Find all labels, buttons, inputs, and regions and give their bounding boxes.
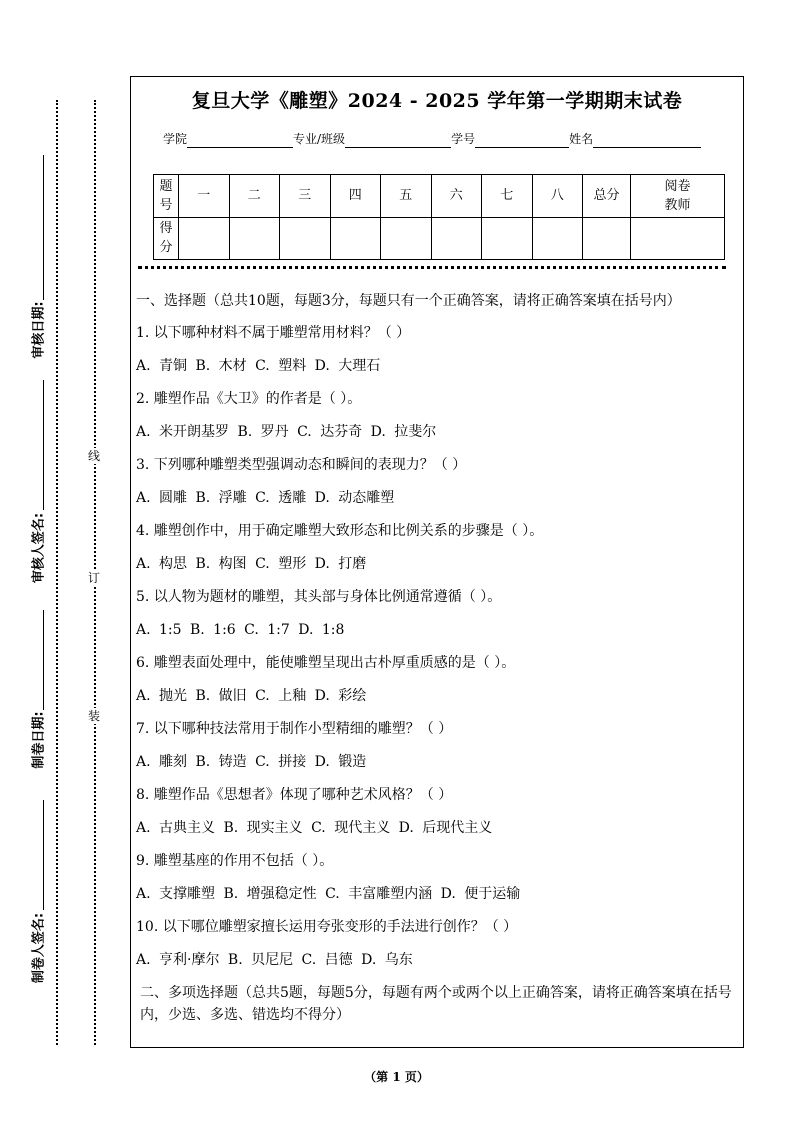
question-number-label: 题号 [154, 175, 179, 218]
column-header: 八 [532, 175, 583, 218]
reviewer-sign-line [43, 380, 44, 510]
name-field[interactable] [593, 133, 701, 148]
question-8: 8. 雕塑作品《思想者》体现了哪种艺术风格？（ ） [136, 787, 453, 803]
score-table-header-row [154, 175, 725, 218]
score-cell[interactable] [280, 217, 331, 260]
binding-word-bind: 装 [87, 709, 100, 723]
dotted-separator [138, 266, 726, 269]
maker-sign-label: 制卷人签名: [31, 912, 47, 984]
column-header: 三 [280, 175, 331, 218]
exam-content [136, 290, 740, 1026]
question-10-options: A. 亨利·摩尔 B. 贝尼尼 C. 吕德 D. 乌东 [136, 952, 413, 968]
column-header: 四 [330, 175, 381, 218]
column-header: 六 [431, 175, 482, 218]
question-7-options: A. 雕刻 B. 铸造 C. 拼接 D. 锻造 [136, 754, 367, 770]
score-table-score-row [154, 217, 725, 260]
question-4: 4. 雕塑创作中，用于确定雕塑大致形态和比例关系的步骤是（ ）。 [136, 523, 544, 539]
college-label: 学院 [163, 132, 188, 146]
score-cell[interactable] [229, 217, 280, 260]
question-9-options: A. 支撑雕塑 B. 增强稳定性 C. 丰富雕塑内涵 D. 便于运输 [136, 886, 521, 902]
question-6-options: A. 抛光 B. 做旧 C. 上釉 D. 彩绘 [136, 688, 367, 704]
score-table [153, 174, 725, 260]
question-5: 5. 以人物为题材的雕塑，其头部与身体比例通常遵循（ ）。 [136, 589, 502, 605]
score-cell[interactable] [532, 217, 583, 260]
score-cell[interactable] [381, 217, 432, 260]
question-6: 6. 雕塑表面处理中，能使雕塑呈现出古朴厚重质感的是（ ）。 [136, 655, 516, 671]
question-7: 7. 以下哪种技法常用于制作小型精细的雕塑？（ ） [136, 721, 453, 737]
question-2-options: A. 米开朗基罗 B. 罗丹 C. 达芬奇 D. 拉斐尔 [136, 424, 437, 440]
question-1: 1. 以下哪种材料不属于雕塑常用材料？（ ） [136, 325, 411, 341]
column-header: 二 [229, 175, 280, 218]
reviewer-date-line [43, 155, 44, 300]
grader-header: 阅卷教师 [631, 175, 725, 218]
question-4-options: A. 构思 B. 构图 C. 塑形 D. 打磨 [136, 556, 367, 572]
score-cell[interactable] [482, 217, 533, 260]
score-label: 得分 [154, 217, 179, 260]
total-score-cell[interactable] [583, 217, 631, 260]
grader-cell[interactable] [631, 217, 725, 260]
question-10: 10. 以下哪位雕塑家擅长运用夸张变形的手法进行创作？（ ） [136, 919, 518, 935]
score-cell[interactable] [330, 217, 381, 260]
major-field[interactable] [345, 133, 451, 148]
name-label: 姓名 [569, 132, 594, 146]
reviewer-sign-label: 审核人签名: [31, 512, 47, 584]
major-label: 专业/班级 [293, 132, 346, 146]
student-id-field[interactable] [475, 133, 569, 148]
binding-dotted-line-outer [56, 100, 58, 1045]
question-1-options: A. 青铜 B. 木材 C. 塑料 D. 大理石 [136, 358, 381, 374]
binding-word-line: 线 [87, 449, 100, 463]
column-header: 七 [482, 175, 533, 218]
question-3-options: A. 圆雕 B. 浮雕 C. 透雕 D. 动态雕塑 [136, 490, 395, 506]
section-1-heading: 一、选择题（总共10题，每题3分，每题只有一个正确答案，请将正确答案填在括号内） [136, 293, 681, 309]
college-field[interactable] [187, 133, 293, 148]
page-number: （第 1 页） [364, 1070, 429, 1084]
score-cell[interactable] [179, 217, 230, 260]
maker-date-line [43, 610, 44, 710]
column-header: 一 [179, 175, 230, 218]
column-header: 五 [381, 175, 432, 218]
section-2-heading: 二、多项选择题（总共5题，每题5分，每题有两个或两个以上正确答案，请将正确答案填在括号内，少选、多选、错选均不得分） [140, 985, 732, 1023]
question-5-options: A. 1:5 B. 1:6 C. 1:7 D. 1:8 [136, 622, 345, 638]
question-2: 2. 雕塑作品《大卫》的作者是（ ）。 [136, 391, 362, 407]
total-score-header: 总分 [583, 175, 631, 218]
exam-title: 复旦大学《雕塑》2024 - 2025 学年第一学期期末试卷 [191, 90, 683, 112]
student-info-row [163, 130, 701, 148]
binding-word-order: 订 [87, 571, 100, 585]
student-id-label: 学号 [451, 132, 476, 146]
maker-sign-line [43, 800, 44, 910]
score-cell[interactable] [431, 217, 482, 260]
question-3: 3. 下列哪种雕塑类型强调动态和瞬间的表现力？（ ） [136, 457, 467, 473]
question-8-options: A. 古典主义 B. 现实主义 C. 现代主义 D. 后现代主义 [136, 820, 493, 836]
reviewer-date-label: 审核日期: [31, 301, 47, 359]
maker-date-label: 制卷日期: [31, 711, 47, 769]
question-9: 9. 雕塑基座的作用不包括（ ）。 [136, 853, 334, 869]
